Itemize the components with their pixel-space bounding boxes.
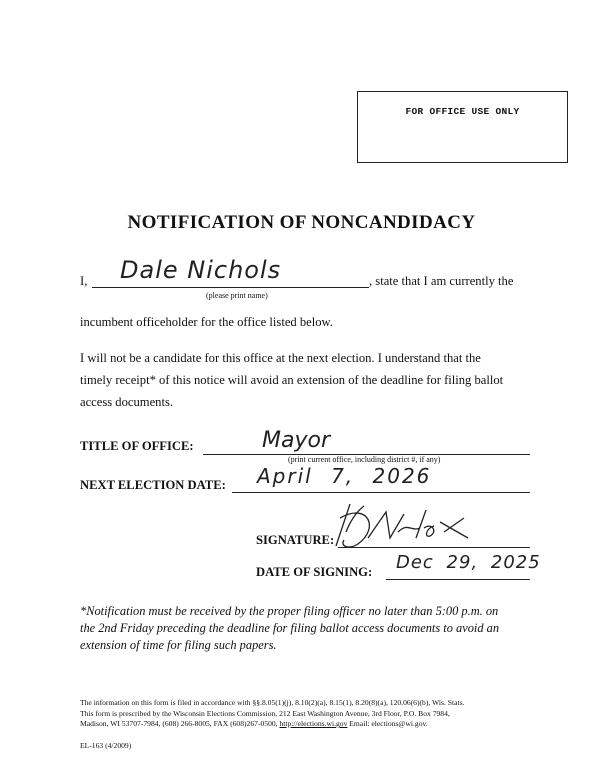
footer-line: This form is prescribed by the Wisconsin Elections Commission, 212 East Washington Avenue, 3rd Floor, P.O. Box 7984,: [80, 708, 450, 718]
office-use-label: FOR OFFICE USE ONLY: [405, 106, 520, 117]
signature-label: SIGNATURE:: [256, 533, 335, 547]
form-number: EL-163 (4/2009): [80, 741, 132, 750]
date-of-signing-underline: [386, 578, 530, 580]
next-election-date-underline: [232, 491, 530, 493]
statement-line: I will not be a candidate for this office at the next election. I understand that the: [80, 351, 481, 365]
footer-line: The information on this form is filed in accordance with §§.8.05(1)(j), 8.10(2)(a), 8.15(1), 8.20(8)(a), 120.06(6)(b), Wis. Stats.: [80, 698, 465, 707]
next-election-date-value: April 7, 2026: [257, 464, 432, 488]
name-handwritten: Dale Nichols: [120, 256, 282, 284]
page-title: NOTIFICATION OF NONCANDIDACY: [127, 212, 476, 233]
date-of-signing-label: DATE OF SIGNING:: [256, 565, 373, 579]
title-of-office-label: TITLE OF OFFICE:: [80, 439, 194, 453]
intro-prefix: I,: [80, 274, 88, 288]
footnote-line: extension of time for filing such papers.: [80, 638, 277, 652]
footer-email: Email: elections@wi.gov.: [347, 719, 428, 728]
footnote: [80, 603, 550, 654]
signature-scribble: [328, 498, 528, 552]
statement-line: access documents.: [80, 395, 174, 409]
title-of-office-value: Mayor: [262, 428, 330, 453]
footnote-line: the 2nd Friday preceding the deadline for filing ballot access documents to avoid an: [80, 621, 500, 635]
title-of-office-caption: (print current office, including district #, if any): [288, 455, 441, 464]
statement-line: timely receipt* of this notice will avoid an extension of the deadline for filing ballot: [80, 373, 504, 387]
footer-line: [80, 719, 560, 730]
footer-address: Madison, WI 53707-7984, (608) 266-8005, FAX (608)267-0500,: [80, 719, 280, 728]
intro-continuation: incumbent officeholder for the office listed below.: [80, 315, 333, 329]
date-of-signing-value: Dec 29, 2025: [396, 552, 541, 573]
name-caption: (please print name): [206, 291, 268, 300]
office-use-box: [357, 91, 568, 163]
footnote-line: *Notification must be received by the proper filing officer no later than 5:00 p.m. on: [80, 604, 499, 618]
statement-paragraph: [80, 347, 540, 413]
elections-website-link[interactable]: http://elections.wi.gov: [279, 719, 348, 728]
intro-suffix: , state that I am currently the: [369, 274, 514, 288]
footer-legal: [80, 698, 560, 730]
next-election-date-label: NEXT ELECTION DATE:: [80, 478, 226, 492]
name-underline: [92, 286, 369, 288]
